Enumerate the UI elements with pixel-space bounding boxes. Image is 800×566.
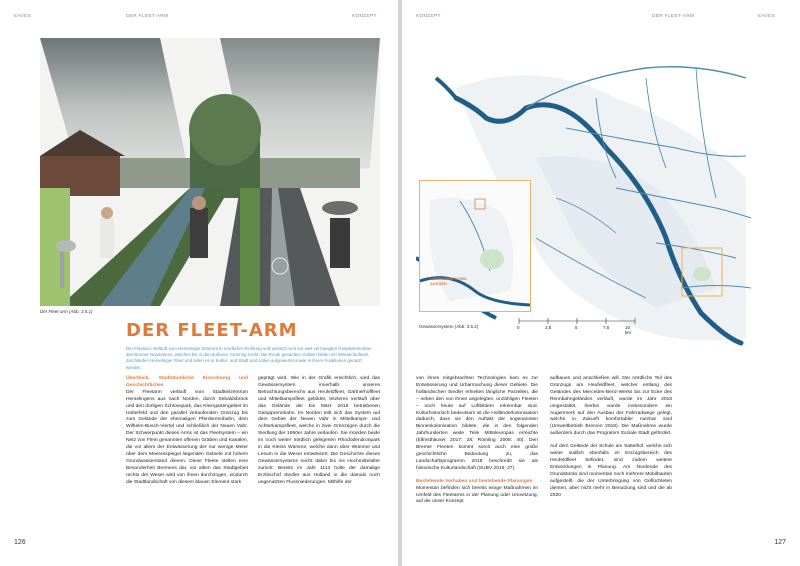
header-right: EAVES [758, 14, 776, 19]
hero-collage-image [40, 38, 380, 306]
body-text: Auf dem Gelände der Schule am Sattelhof, welche sich weiter südlich ebenfalls im Einzugsbereich des Heufeldfleet befindet, sind zudem weitere Entwicklungen in Planung. Am Nordende des Grundstücks sind momentan noch mehrere Mobilbauten aufgestellt, die der Unterbringung von Geflüchteten dienten, aber nicht mehr in Benutzung sind und die ab 2020 [550, 444, 672, 498]
page-title: DER FLEET-ARM [126, 320, 298, 341]
body-text: Momentan befinden sich bereits einige Maßnahmen im Umfeld des Fleetarms in der Planung oder Umsetzung, auf die unser Konzept [416, 485, 538, 505]
hero-caption: Der Fleet-arm (Abb. 3.5.1) [40, 309, 93, 314]
body-text: aufbauen und anschließen will. Der nördliche Teil des Grünzugs am Heufeldfleet, welcher entlang des Geländes des Mercedes-Benz-Werks bis zur Ecke des Rennbahngeländes verläuft, wurde im Jahr 2018 umgestaltet, hierbei wurde insbesondere ein Augenmerk auf den Ausbau der Fahrradwege gelegt, welche in Zukunft komfortabler nutzbar sind (Umweltbetrieb Bremen 2018). Die Maßnahme wurde außerdem durch das Programm Soziale Stadt gefördert. [550, 376, 672, 437]
right-page [402, 0, 800, 566]
fleet-scene-illustration [40, 38, 380, 306]
header-section: DER FLEET-ARM [126, 14, 169, 19]
inset-map [419, 180, 531, 312]
header-chapter: KONZEPT [352, 14, 377, 19]
page-number: 126 [14, 539, 26, 546]
body-text: Der Fleetarm verläuft vom Stadtteilzentrum Hemelingens aus nach Norden, durch Sebaldsbrück und den dortigen Schlosspark, das Kleingartengebiet im Holterfeld und den parallel verlaufenden Grünzug bis zum Gelände der ehemaligen Pferderennbahn, dem Wilhelm-Busch-Viertel und schließlich der Neuen Vahr. Der Schwerpunkt dieses Arms ist das Fleetsystem – ein Netz von Fleet genannten offenen Gräben und Kanälen, die vor allem der Entwässerung der nur wenige Meter über dem Meeresspiegel liegenden Gebiete mit hohem Grundwasserstand dienen. Diese Fleete stellen eine Besonderheit Bremens dar, vor allem das Stadtgebiet rechts der Weser wird von ihnen durchzogen, wodurch die Stadtlandschaft von diesem blauen Element stark [126, 389, 248, 485]
header-left: EAVES [14, 14, 32, 19]
left-page [0, 0, 398, 566]
scale-label: 0 [517, 325, 520, 330]
inset-map-graphic [420, 181, 530, 311]
scale-bar-line [517, 318, 637, 324]
body-text: geprägt wird. Wie in der Grafik ersichtlich, wird das Gewässersystem innerhalb unseres Betrachtungsbereichs aus Heufeldfleet, Gärtnerhoffleet und Mittelkampsfleet gebildet, letzteres verläuft über das Gelände der bis März 2018 betriebenen Galopprennbahn. Im Norden teilt sich das System auf dem Gebiet der Neuen Vahr in Mittelkamps- und Achterkampsfleet, welche in zwei Grünzügen durch die Siedlung der 1950er Jahre verlaufen. Sie münden beide im noch weiter nördlich gelegenen Rhododendronpark in die Kleine Wümme, welche dann über Wümme und Lesum in die Weser entwässert. Die Geschichte dieses Gewässersystems reicht dabei bis ins Hochmittelalter zurück: Bereits im Jahr 1113 holte der damalige Erzbischof Siedler aus Holland in die damals noch ungenutzten Flussniederungen. Mithilfe der [258, 376, 380, 485]
scale-label: 10 km [625, 325, 631, 335]
left-column-2 [258, 376, 380, 487]
body-text: von ihnen mitgebrachten Technologien kam es zur Entwässerung und Urbarmachung dieser Gebiete. Die holländischen Siedler erhielten längliche Parzellen, die – neben den von ihnen angelegten, unzähligen Fleeten – noch heute auf Luftbildern erkennbar sind. Kulturhistorisch bedeutsam ist die Holländerkolonisation dadurch, dass sie den Auftakt der sogenannten Binnenkolonisation bildete, die in den folgenden Jahrhunderten weite Teile Mitteleuropas erreichte (Ellmsthäuser 2017: 28; Römling 2008: 40). Den Bremer Fleeten kommt somit auch eine große geschichtliche Bedeutung zu, das Landschaftsprogramm 2015 beschreibt sie als historische Kulturlandschaft (SUBV 2016: 27). [416, 376, 538, 471]
scale-label: 7,5 [603, 325, 610, 330]
lead-paragraph: Der Fleetarm verläuft vom Hemelinger Zentrum in nördlicher Richtung und vernetzt sich zur weit verzweigten Gewässerkulisse des Bremer Nordostens, welches bis in den äußeren Grünring reicht. Die Route gesamten Gräben bilden ein Wasserlaufnetz, durchlaufen Hemelinger Fleet und teilen es in Kultur- und Stadt und sollen aufgewertet sowie in ihrem Funktionen genutzt werden. [126, 346, 372, 370]
subheading-overview: Überblick, Stadträumliche Einordnung und Geschichtliches [126, 376, 248, 388]
right-column-1 [416, 376, 538, 506]
subheading-plans: Bestehende Vorhaben und bestehende Planungen [416, 478, 533, 484]
right-column-2 [550, 376, 672, 499]
header-chapter: KONZEPT [416, 14, 441, 19]
scale-label: 5 [575, 325, 578, 330]
map-caption: Gewässersystem (Abb. 3.5.2) [419, 324, 479, 329]
page-number: 127 [774, 539, 786, 546]
inset-label: LEBENDIGE NORD-AUSSEN [430, 276, 468, 286]
left-column-1 [126, 376, 248, 487]
scale-label: 2,5 [545, 325, 552, 330]
map-scale-bar [517, 318, 637, 335]
header-section: DER FLEET-ARM [652, 14, 695, 19]
